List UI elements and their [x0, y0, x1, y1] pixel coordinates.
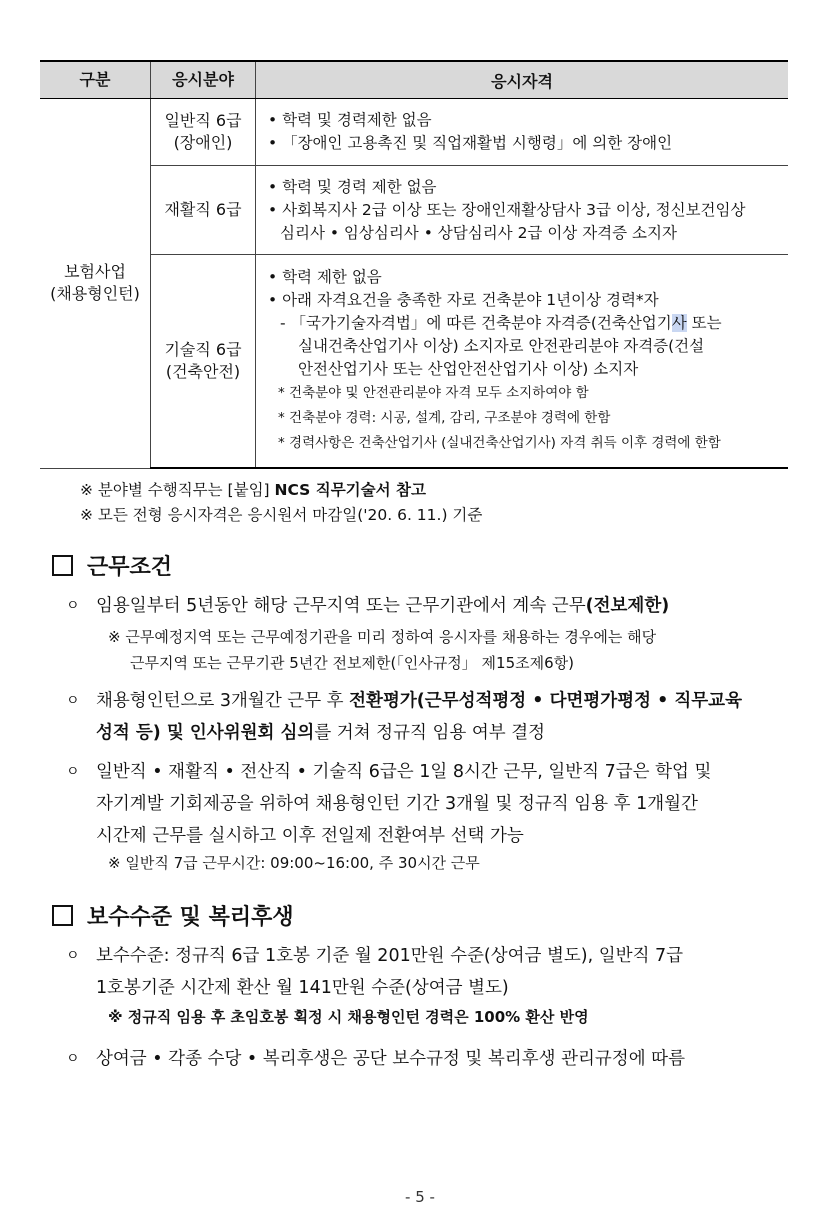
- subline-text: - 「국가기술자격법」에 따른 건축분야 자격증(건축산업기: [280, 314, 672, 332]
- note-text: ※ 분야별 수행직무는 [붙임]: [80, 481, 275, 499]
- qualification-line: • 학력 및 경력 제한 없음: [268, 177, 437, 196]
- qualification-line: • 사회복지사 2급 이상 또는 장애인재활상담사 3급 이상, 정신보건임상: [268, 200, 746, 219]
- paragraph-text: 임용일부터 5년동안 해당 근무지역 또는 근무기관에서 계속 근무: [96, 596, 586, 616]
- paragraph-text: 를 거쳐 정규직 임용 여부 결정: [314, 723, 546, 743]
- table-row: [40, 99, 788, 166]
- checkbox-square-icon: [52, 555, 73, 576]
- paragraph-line: 1호봉기준 시간제 환산 월 141만원 수준(상여금 별도): [96, 978, 509, 998]
- paragraph-bold-text: (전보제한): [585, 596, 670, 616]
- paragraph-line: 시간제 근무를 실시하고 이후 전일제 전환여부 선택 가능: [96, 826, 524, 846]
- qualification-cell: [256, 99, 789, 166]
- paragraph-text: 상여금 • 각종 수당 • 복리후생은 공단 보수규정 및 복리후생 관리규정에 따름: [96, 1049, 685, 1069]
- paragraph-line: 일반직 • 재활직 • 전산직 • 기술직 6급은 1일 8시간 근무, 일반직 7급은 학업 및: [96, 762, 712, 782]
- paragraph-bold-text: 전환평가(근무성적평정 • 다면평가평정 • 직무교육: [349, 691, 742, 711]
- work-item-1-note-cont: 근무지역 또는 근무기관 5년간 전보제한(「인사규정」 제15조제6항): [130, 654, 574, 672]
- paragraph-line: 보수수준: 정규직 6급 1호봉 기준 월 201만원 수준(상여금 별도), 일반직 7급: [96, 946, 684, 966]
- work-item-2: [66, 685, 791, 749]
- field-cell: [151, 99, 256, 166]
- qualification-subline: [268, 312, 780, 335]
- header-category: 구분: [40, 61, 151, 99]
- table-note-2: ※ 모든 전형 응시자격은 응시원서 마감일('20. 6. 11.) 기준: [80, 506, 483, 524]
- table-header-row: [40, 61, 788, 99]
- field-cell: [151, 255, 256, 469]
- work-item-1: [66, 590, 791, 622]
- paragraph-text: 채용형인턴으로 3개월간 근무 후: [96, 691, 350, 711]
- qualification-table: [40, 60, 788, 469]
- header-qualification: 응시자격: [256, 61, 789, 99]
- circle-bullet-icon: ㅇ: [66, 948, 80, 964]
- qualification-subline: 안전산업기사 또는 산업안전산업기사 이상) 소지자: [298, 360, 639, 378]
- qualification-line: • 학력 및 경력제한 없음: [268, 111, 432, 129]
- field-sublabel: (장애인): [173, 133, 233, 152]
- section-title-pay: [52, 900, 294, 931]
- qualification-cell: [256, 255, 789, 469]
- qualification-note: * 건축분야 경력: 시공, 설계, 감리, 구조분야 경력에 한함: [278, 410, 611, 426]
- group-sublabel: (채용형인턴): [50, 284, 140, 304]
- qualification-line: 심리사 • 임상심리사 • 상담심리사 2급 이상 자격증 소지자: [280, 223, 677, 242]
- subline-text: 또는: [686, 314, 722, 332]
- field-sublabel: (건축안전): [165, 362, 241, 381]
- group-label: 보험사업: [64, 262, 126, 282]
- pay-item-1-note: ※ 정규직 임용 후 초임호봉 획정 시 채용형인턴 경력은 100% 환산 반영: [108, 1008, 589, 1026]
- table-row: [40, 255, 788, 469]
- work-item-1-note: ※ 근무예정지역 또는 근무예정기관을 미리 정하여 응시자를 채용하는 경우에는 해당: [108, 628, 657, 646]
- section-title-work: [52, 550, 172, 581]
- circle-bullet-icon: ㅇ: [66, 764, 80, 780]
- pay-item-2: [66, 1043, 791, 1075]
- circle-bullet-icon: ㅇ: [66, 1051, 80, 1067]
- field-label: 재활직 6급: [164, 200, 242, 219]
- page-number: - 5 -: [405, 1188, 435, 1206]
- field-label: 일반직 6급: [164, 111, 242, 130]
- field-cell: [151, 166, 256, 255]
- section-title-text: 보수수준 및 복리후생: [87, 905, 294, 930]
- note-bold-text: NCS 직무기술서 참고: [274, 481, 426, 499]
- qualification-note: * 경력사항은 건축산업기사 (실내건축산업기사) 자격 취득 이후 경력에 한함: [278, 435, 721, 451]
- checkbox-square-icon: [52, 905, 73, 926]
- circle-bullet-icon: ㅇ: [66, 598, 80, 614]
- qualification-subline: 실내건축산업기사 이상) 소지자로 안전관리분야 자격증(건설: [298, 337, 705, 355]
- group-cell: [40, 99, 151, 469]
- qualification-line: • 아래 자격요건을 충족한 자로 건축분야 1년이상 경력*자: [268, 291, 659, 309]
- section-title-text: 근무조건: [87, 555, 173, 580]
- qualification-note: * 건축분야 및 안전관리분야 자격 모두 소지하여야 함: [278, 385, 589, 401]
- pay-item-1: [66, 940, 791, 1004]
- paragraph-bold-text: 성적 등) 및 인사위원회 심의: [96, 723, 315, 743]
- qualification-line: • 학력 제한 없음: [268, 268, 382, 286]
- table-note-1: [80, 478, 426, 500]
- header-field: 응시분야: [151, 61, 256, 99]
- qualification-cell: [256, 166, 789, 255]
- qualification-line: • 「장애인 고용촉진 및 직업재활법 시행령」에 의한 장애인: [268, 134, 673, 152]
- table-row: [40, 166, 788, 255]
- text-highlight: 사: [671, 314, 687, 332]
- field-label: 기술직 6급: [164, 340, 242, 359]
- circle-bullet-icon: ㅇ: [66, 693, 80, 709]
- work-item-3: [66, 756, 791, 852]
- paragraph-line: 자기계발 기회제공을 위하여 채용형인턴 기간 3개월 및 정규직 임용 후 1개월간: [96, 794, 698, 814]
- work-item-3-note: ※ 일반직 7급 근무시간: 09:00~16:00, 주 30시간 근무: [108, 854, 480, 872]
